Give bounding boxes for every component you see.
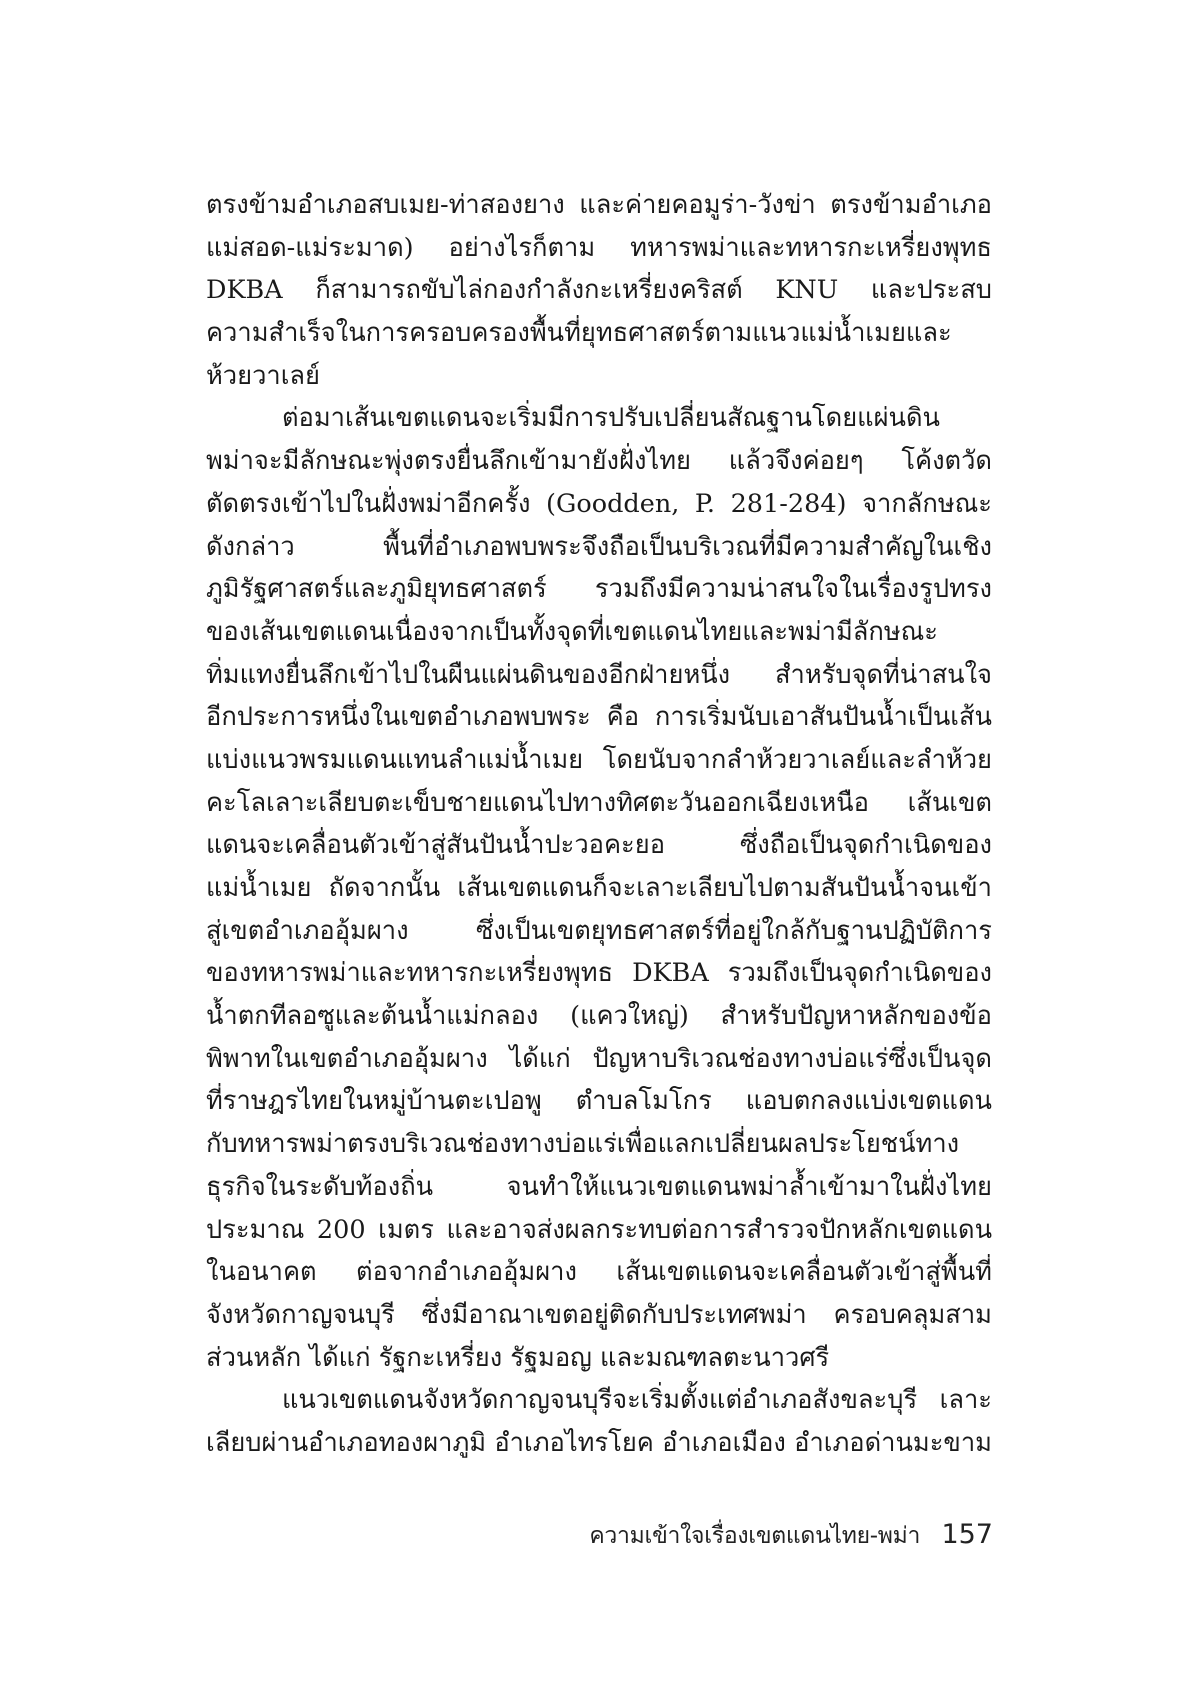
- text-line: พม่าจะมีลักษณะพุ่งตรงยื่นลึกเข้ามายังฝั่งไทย แล้วจึงค่อยๆ โค้งตวัด: [206, 446, 992, 477]
- text-line: ตรงข้ามอำเภอสบเมย-ท่าสองยาง และค่ายคอมูร่า-วังข่า ตรงข้ามอำเภอ: [206, 190, 992, 220]
- text-line: ของเส้นเขตแดนเนื่องจากเป็นทั้งจุดที่เขตแดนไทยและพม่ามีลักษณะ: [206, 616, 939, 647]
- text-line: แบ่งแนวพรมแดนแทนลำแม่น้ำเมย โดยนับจากลำห้วยวาเลย์และลำห้วย: [206, 744, 992, 775]
- text-line: พิพาทในเขตอำเภออุ้มผาง ได้แก่ ปัญหาบริเวณช่องทางบ่อแร่ซึ่งเป็นจุด: [206, 1043, 992, 1074]
- text-line: ส่วนหลัก ได้แก่ รัฐกะเหรี่ยง รัฐมอญ และมณฑลตะนาวศรี: [206, 1342, 830, 1373]
- text-line: ทิ่มแทงยื่นลึกเข้าไปในผืนแผ่นดินของอีกฝ่ายหนึ่ง สำหรับจุดที่น่าสนใจ: [206, 659, 992, 690]
- text-line: ธุรกิจในระดับท้องถิ่น จนทำให้แนวเขตแดนพม่าล้ำเข้ามาในฝั่งไทย: [206, 1171, 992, 1202]
- page-number: 157: [941, 1519, 993, 1550]
- text-line: คะโลเลาะเลียบตะเข็บชายแดนไปทางทิศตะวันออกเฉียงเหนือ เส้นเขต: [206, 787, 992, 818]
- text-line: ความสำเร็จในการครอบครองพื้นที่ยุทธศาสตร์ตามแนวแม่น้ำเมยและ: [206, 318, 952, 349]
- text-line: ห้วยวาเลย์: [206, 360, 320, 391]
- text-line: น้ำตกทีลอซูและต้นน้ำแม่กลอง (แควใหญ่) สำหรับปัญหาหลักของข้อ: [206, 1001, 992, 1032]
- text-line: แม่สอด-แม่ระมาด) อย่างไรก็ตาม ทหารพม่าและทหารกะเหรี่ยงพุทธ: [206, 232, 992, 263]
- text-line: ภูมิรัฐศาสตร์และภูมิยุทธศาสตร์ รวมถึงมีความน่าสนใจในเรื่องรูปทรง: [206, 574, 992, 605]
- running-title: ความเข้าใจเรื่องเขตแดนไทย-พม่า: [589, 1523, 921, 1549]
- text-line: ต่อมาเส้นเขตแดนจะเริ่มมีการปรับเปลี่ยนสัณฐานโดยแผ่นดิน: [282, 403, 940, 434]
- text-line: อีกประการหนึ่งในเขตอำเภอพบพระ คือ การเริ่มนับเอาสันปันน้ำเป็นเส้น: [206, 702, 992, 733]
- text-line: ของทหารพม่าและทหารกะเหรี่ยงพุทธ DKBA รวมถึงเป็นจุดกำเนิดของ: [206, 958, 992, 989]
- page-footer: [0, 1518, 993, 1554]
- text-line: ดังกล่าว พื้นที่อำเภอพบพระจึงถือเป็นบริเวณที่มีความสำคัญในเชิง: [206, 531, 992, 562]
- text-line: เลียบผ่านอำเภอทองผาภูมิ อำเภอไทรโยค อำเภอเมือง อำเภอด่านมะขาม: [206, 1427, 992, 1458]
- text-line: ที่ราษฎรไทยในหมู่บ้านตะเปอพู ตำบลโมโกร แอบตกลงแบ่งเขตแดน: [206, 1086, 992, 1117]
- text-line: ในอนาคต ต่อจากอำเภออุ้มผาง เส้นเขตแดนจะเคลื่อนตัวเข้าสู่พื้นที่: [206, 1257, 992, 1288]
- text-line: DKBA ก็สามารถขับไล่กองกำลังกะเหรี่ยงคริสต์ KNU และประสบ: [206, 275, 992, 306]
- text-line: แม่น้ำเมย ถัดจากนั้น เส้นเขตแดนก็จะเลาะเลียบไปตามสันปันน้ำจนเข้า: [206, 873, 992, 903]
- body-text: [206, 184, 992, 1465]
- text-line: จังหวัดกาญจนบุรี ซึ่งมีอาณาเขตอยู่ติดกับประเทศพม่า ครอบคลุมสาม: [206, 1299, 992, 1330]
- text-line: ตัดตรงเข้าไปในฝั่งพม่าอีกครั้ง (Goodden, P. 281-284) จากลักษณะ: [206, 488, 992, 519]
- text-line: ประมาณ 200 เมตร และอาจส่งผลกระทบต่อการสำรวจปักหลักเขตแดน: [206, 1214, 992, 1245]
- text-line: กับทหารพม่าตรงบริเวณช่องทางบ่อแร่เพื่อแลกเปลี่ยนผลประโยชน์ทาง: [206, 1129, 960, 1160]
- text-line: สู่เขตอำเภออุ้มผาง ซึ่งเป็นเขตยุทธศาสตร์ที่อยู่ใกล้กับฐานปฏิบัติการ: [206, 915, 992, 946]
- text-line: แนวเขตแดนจังหวัดกาญจนบุรีจะเริ่มตั้งแต่อำเภอสังขละบุรี เลาะ: [282, 1385, 992, 1416]
- text-line: แดนจะเคลื่อนตัวเข้าสู่สันปันน้ำปะวอคะยอ ซึ่งถือเป็นจุดกำเนิดของ: [206, 830, 992, 861]
